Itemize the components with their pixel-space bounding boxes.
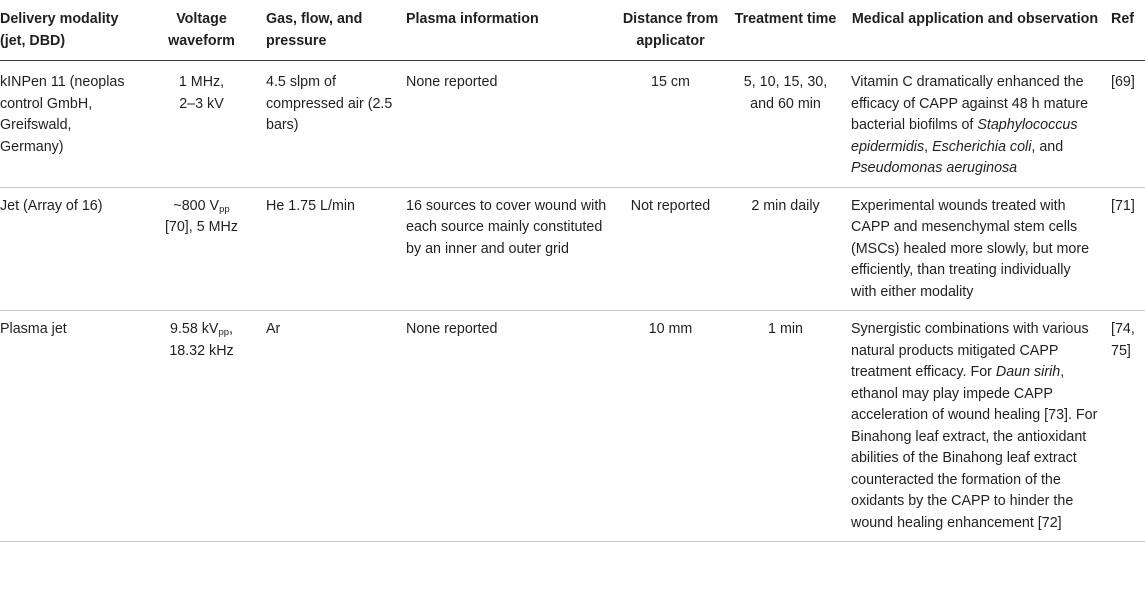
header-ref: Ref [1105,0,1145,61]
cell-delivery: Plasma jet [0,311,143,542]
table-row [0,61,1145,188]
cell-voltage [143,187,260,311]
voltage-value: 9.58 kV [169,321,219,337]
cell-application [845,311,1105,542]
cell-treatment-time: 5, 10, 15, 30, and 60 min [726,61,845,188]
header-medical-application: Medical application and observation [845,0,1105,61]
app-species: Pseudomonas aeruginosa [851,160,1018,176]
cell-delivery: kINPen 11 (neoplas control GmbH, Greifswald, Germany) [0,61,143,188]
cell-ref: [69] [1105,61,1145,188]
header-row [0,0,1145,61]
cell-ref [1105,311,1145,542]
cell-gas: He 1.75 L/min [260,187,400,311]
header-plasma-information: Plasma information [400,0,615,61]
cell-application: Experimental wounds treated with CAPP and mesenchymal stem cells (MSCs) healed more slowly, but more efficiently, than treating individually with either modality [845,187,1105,311]
app-text: Vitamin C dramatically enhanced the efficacy of CAPP against 48 h mature bacterial biofilms of [851,74,1089,133]
cell-plasma-info: None reported [400,311,615,542]
cell-voltage [143,311,260,542]
cell-distance: 10 mm [615,311,726,542]
cell-distance: 15 cm [615,61,726,188]
header-distance: Distance from applicator [615,0,726,61]
voltage-subscript: pp [219,203,230,215]
app-species: Escherichia coli [932,138,1032,155]
cell-distance: Not reported [615,187,726,311]
voltage-tail: [70], 5 MHz [164,219,239,235]
cell-plasma-info: 16 sources to cover wound with each source mainly constituted by an inner and outer grid [400,187,615,311]
app-text: , ethanol may play impede CAPP acceleration of wound healing [73]. For Binahong leaf extract, the antioxidant abilities of the Binahong leaf extract counteracted the formation of the oxidants by the CAPP to hinder the wound healing enhancement [72] [851,364,1098,531]
voltage-line-1: 1 MHz, [178,74,225,90]
voltage-comma: , [229,321,234,337]
table-row [0,311,1145,542]
app-species: Staphylococcus epidermidis [851,117,1078,155]
app-text: , [924,138,933,155]
header-treatment-time: Treatment time [726,0,845,61]
header-voltage-waveform: Voltage waveform [143,0,260,61]
cell-delivery: Jet (Array of 16) [0,187,143,311]
app-species: Daun sirih [995,364,1061,380]
cell-application [845,61,1105,188]
app-text: Synergistic combinations with various natural products mitigated CAPP treatment efficacy. For [851,321,1089,380]
voltage-line-2: 2–3 kV [179,95,224,112]
cell-ref: [71] [1105,187,1145,311]
ref-line-1: [74, [1111,321,1135,337]
voltage-value: ~800 V [173,197,220,214]
app-text: , and [1031,138,1064,155]
voltage-subscript: pp [218,327,230,338]
header-delivery-modality: Delivery modality (jet, DBD) [0,0,143,61]
cell-treatment-time: 2 min daily [726,187,845,311]
cell-plasma-info: None reported [400,61,615,188]
cell-gas: Ar [260,311,400,542]
cell-voltage [143,61,260,188]
header-gas-flow-pressure: Gas, flow, and pressure [260,0,400,61]
cell-treatment-time: 1 min [726,311,845,542]
table-row [0,187,1145,311]
ref-line-2: 75] [1111,342,1131,359]
cell-gas: 4.5 slpm of compressed air (2.5 bars) [260,61,400,188]
voltage-frequency: 18.32 kHz [169,342,234,359]
